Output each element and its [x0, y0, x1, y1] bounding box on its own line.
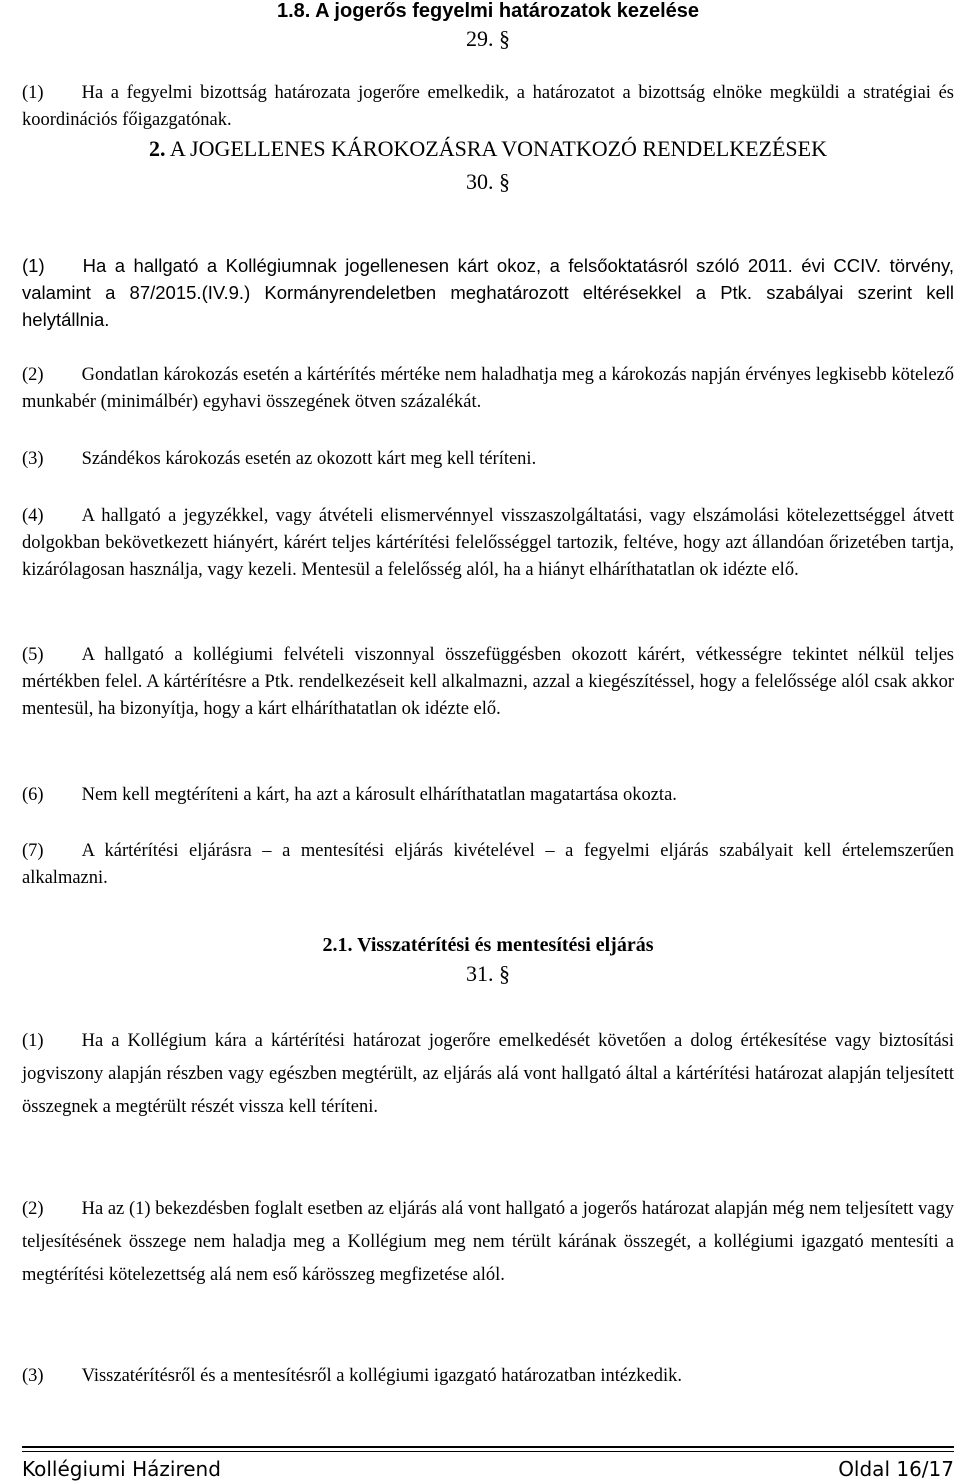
sec31-paragraph-1 [22, 1025, 954, 1124]
paragraph-text: A hallgató a kollégiumi felvételi viszonnyal összefüggésben okozott kárért, vétkességre tekintet nélkül teljes mértékben felel. A kártérítésre a Ptk. rendelkezéseit kell alkalmazni, azzal a kiegészítéssel, hogy a felelőssége alól csak akkor mentesül, ha bizonyítja, hogy a kárt elháríthatatlan ok idézte elő. [22, 645, 954, 719]
paragraph-text: Ha a hallgató a Kollégiumnak jogellenesen kárt okoz, a felsőoktatásról szóló 2011. évi CCIV. törvény, valamint a 87/2015.(IV.9.) Kormányrendeletben meghatározott eltérésekkel a Ptk. szabályai szerint kell helytállnia. [22, 255, 954, 330]
heading-2-number: 2. [149, 136, 166, 161]
section-sign-icon: § [499, 26, 510, 51]
page-footer [22, 1455, 954, 1483]
paragraph-label: (2) [22, 365, 44, 385]
paragraph-label: (1) [22, 83, 44, 103]
paragraph-text: Szándékos károkozás esetén az okozott kárt meg kell téríteni. [81, 449, 537, 469]
paragraph-label: (1) [22, 1031, 44, 1051]
sec30-paragraph-2 [22, 362, 954, 416]
paragraph-text: Nem kell megtéríteni a kárt, ha azt a károsult elháríthatatlan magatartása okozta. [81, 785, 677, 805]
paragraph-label: (3) [22, 1366, 44, 1386]
heading-1-8: 1.8. A jogerős fegyelmi határozatok kezelése [276, 0, 700, 22]
sec30-paragraph-3 [22, 446, 954, 473]
paragraph-label: (6) [22, 785, 44, 805]
paragraph-text: Visszatérítésről és a mentesítésről a kollégiumi igazgató határozatban intézkedik. [81, 1366, 683, 1386]
document-page [22, 0, 954, 1484]
sec30-paragraph-1 [22, 252, 954, 333]
paragraph-label: (7) [22, 841, 44, 861]
sec29-paragraph-1 [22, 80, 954, 134]
footer-document-title: Kollégiumi Házirend [22, 1457, 221, 1481]
paragraph-label: (5) [22, 645, 44, 665]
sec30-paragraph-6 [22, 782, 954, 809]
sec30-paragraph-4 [22, 503, 954, 584]
paragraph-text: A kártérítési eljárásra – a mentesítési eljárás kivételével – a fegyelmi eljárás szabályait kell értelemszerűen alkalmazni. [22, 841, 954, 888]
section-29-number: 29. § [466, 26, 510, 51]
paragraph-text: Ha az (1) bekezdésben foglalt esetben az eljárás alá vont hallgató a jogerős határozat alapján még nem teljesített vagy teljesítésének összege nem haladja meg a Kollégium meg nem térült kárának összegét, a kollégiumi igazgató mentesíti a megtérítési kötelezettség alá nem eső kárösszeg megfizetése alól. [22, 1199, 954, 1285]
paragraph-text: Ha a fegyelmi bizottság határozata jogerőre emelkedik, a határozatot a bizottság elnöke megküldi a stratégiai és koordinációs főigazgatónak. [22, 83, 954, 130]
paragraph-label: (1) [22, 255, 45, 276]
heading-2-title: A JOGELLENES KÁROKOZÁSRA VONATKOZÓ RENDELKEZÉSEK [169, 136, 827, 161]
sec30-paragraph-7 [22, 838, 954, 892]
heading-2-1: 2.1. Visszatérítési és mentesítési eljárás [322, 934, 654, 956]
sec31-paragraph-3 [22, 1363, 954, 1390]
paragraph-text: Ha a Kollégium kára a kártérítési határozat jogerőre emelkedését követően a dolog értékesítése vagy biztosítási jogviszony alapján részben vagy egészben megtérült, az eljárás alá vont hallgató által a kártérítési határozat alapján teljesített összegnek a megtérült részét vissza kell téríteni. [22, 1031, 954, 1117]
paragraph-text: A hallgató a jegyzékkel, vagy átvételi elismervénnyel visszaszolgáltatási, vagy elszámolási kötelezettséggel átvett dolgokban bekövetkezett hiányért, kárért teljes kártérítési felelősséggel tartozik, feltéve, hogy azt állandóan őrizetében tartja, kizárólagosan használja, vagy kezeli. Mentesül a felelősség alól, ha a hiányt elháríthatatlan ok idézte elő. [22, 506, 954, 580]
section-sign-icon: § [499, 961, 510, 986]
paragraph-text: Gondatlan károkozás esetén a kártérítés mértéke nem haladhatja meg a károkozás napján érvényes legkisebb kötelező munkabér (minimálbér) egyhavi összegének ötven százalékát. [22, 365, 954, 412]
section-sign-icon: § [499, 169, 510, 194]
sec31-paragraph-2 [22, 1193, 954, 1292]
section-30-number: 30. § [466, 169, 510, 194]
footer-divider [22, 1446, 954, 1448]
paragraph-label: (2) [22, 1199, 44, 1219]
sec30-paragraph-5 [22, 642, 954, 723]
heading-2 [22, 136, 954, 162]
section-31-number: 31. § [466, 961, 510, 986]
paragraph-label: (4) [22, 506, 44, 526]
paragraph-label: (3) [22, 449, 44, 469]
footer-page-number: Oldal 16/17 [838, 1457, 954, 1481]
footer-divider-thin [22, 1451, 954, 1452]
